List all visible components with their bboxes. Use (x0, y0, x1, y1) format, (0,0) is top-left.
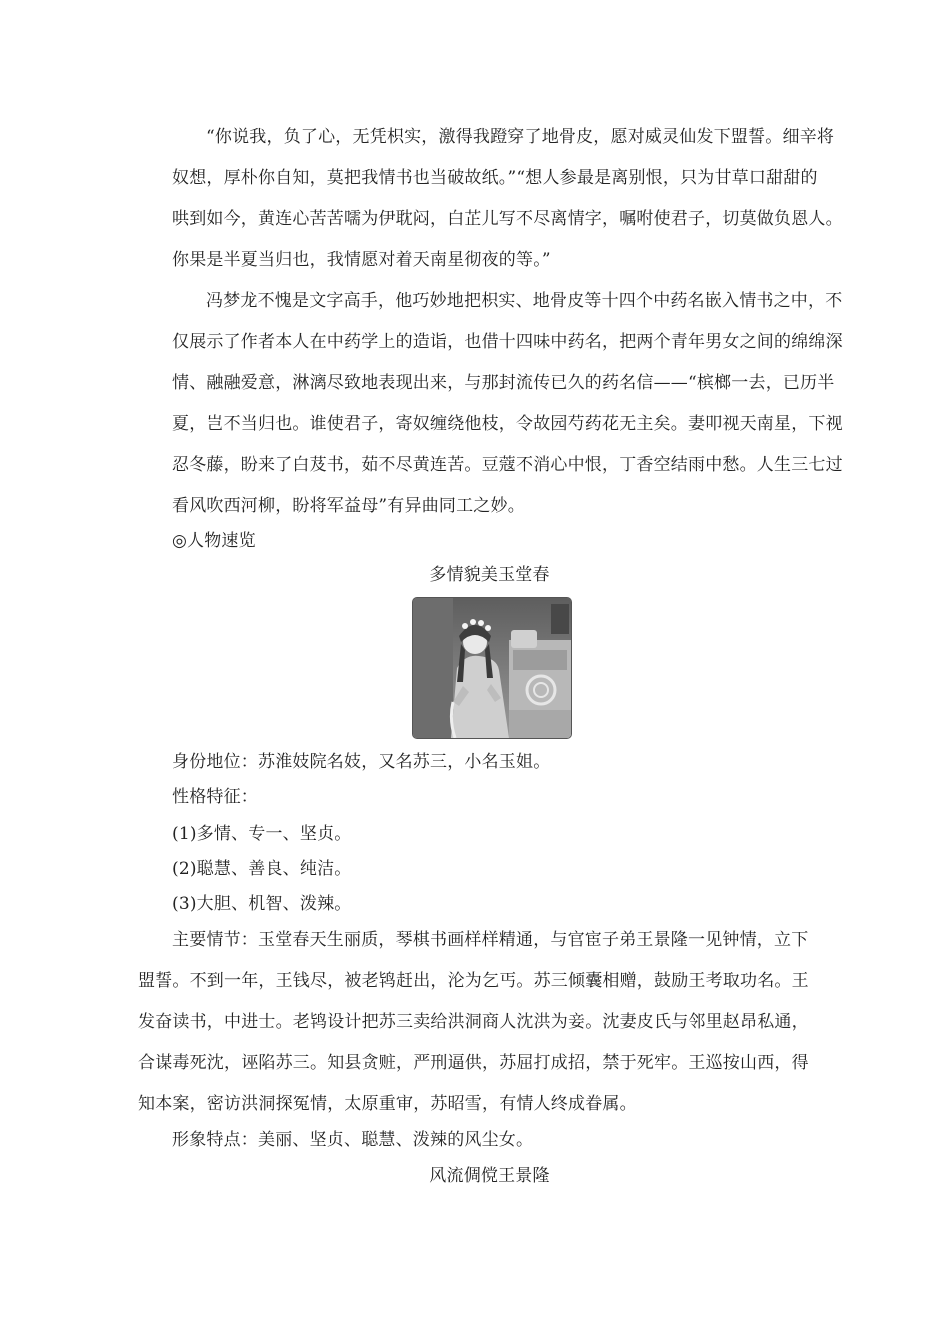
plot-line-3: 发奋读书，中进士。老鸨设计把苏三卖给洪洞商人沈洪为妾。沈妻皮氏与邻里赵昂私通， (138, 1012, 809, 1032)
image-features-line: 形象特点：美丽、坚贞、聪慧、泼辣的风尘女。 (172, 1130, 534, 1150)
trait-item-3: (3)大胆、机智、泼辣。 (172, 894, 352, 914)
trait-item-1: (1)多情、专一、坚贞。 (172, 824, 352, 844)
comment-line-5: 忍冬藤，盼来了白芨书，茹不尽黄连苦。豆蔻不消心中恨，丁香空结雨中愁。人生三七过 (172, 455, 843, 475)
traits-label: 性格特征： (172, 787, 258, 807)
comment-line-2: 仅展示了作者本人在中药学上的造诣，也借十四味中药名，把两个青年男女之间的绵绵深 (172, 332, 843, 352)
character2-title: 风流倜傥王景隆 (429, 1166, 550, 1186)
plot-line-5: 知本案，密访洪洞探冤情，太原重审，苏昭雪，有情人终成眷属。 (138, 1094, 637, 1114)
letter-line-2: 奴想，厚朴你自知，莫把我情书也当破故纸。”“想人参最是离别恨，只为甘草口甜甜的 (172, 168, 818, 188)
character1-title: 多情貌美玉堂春 (429, 565, 550, 585)
identity-line: 身份地位：苏淮妓院名妓，又名苏三，小名玉姐。 (172, 752, 551, 772)
plot-line-2: 盟誓。不到一年，王钱尽，被老鸨赶出，沦为乞丐。苏三倾囊相赠，鼓励王考取功名。王 (138, 971, 809, 991)
section-heading: ◎人物速览 (172, 531, 256, 551)
letter-line-3: 哄到如今，黄连心苦苦嚅为伊耽闷，白芷儿写不尽离情字，嘱咐使君子，切莫做负恩人。 (172, 209, 843, 229)
plot-line-4: 合谋毒死沈，诬陷苏三。知县贪赃，严刑逼供，苏屈打成招，禁于死牢。王巡按山西，得 (138, 1053, 809, 1073)
opera-performer-photo (412, 597, 572, 739)
comment-line-3: 情、融融爱意，淋漓尽致地表现出来，与那封流传已久的药名信——“槟榔一去，已历半 (172, 373, 835, 393)
letter-line-4: 你果是半夏当归也，我情愿对着天南星彻夜的等。” (172, 250, 551, 270)
plot-line-1: 主要情节：玉堂春天生丽质，琴棋书画样样精通，与官宦子弟王景隆一见钟情，立下 (172, 930, 809, 950)
comment-line-6: 看风吹西河柳，盼将军益母”有异曲同工之妙。 (172, 496, 525, 516)
trait-item-2: (2)聪慧、善良、纯洁。 (172, 859, 352, 879)
comment-line-4: 夏，岂不当归也。谁使君子，寄奴缠绕他枝，令故园芍药花无主矣。妻叩视天南星，下视 (172, 414, 843, 434)
comment-line-1: 冯梦龙不愧是文字高手，他巧妙地把枳实、地骨皮等十四个中药名嵌入情书之中，不 (206, 291, 843, 311)
letter-line-1: “你说我，负了心，无凭枳实，激得我蹬穿了地骨皮，愿对威灵仙发下盟誓。细辛将 (206, 127, 835, 147)
